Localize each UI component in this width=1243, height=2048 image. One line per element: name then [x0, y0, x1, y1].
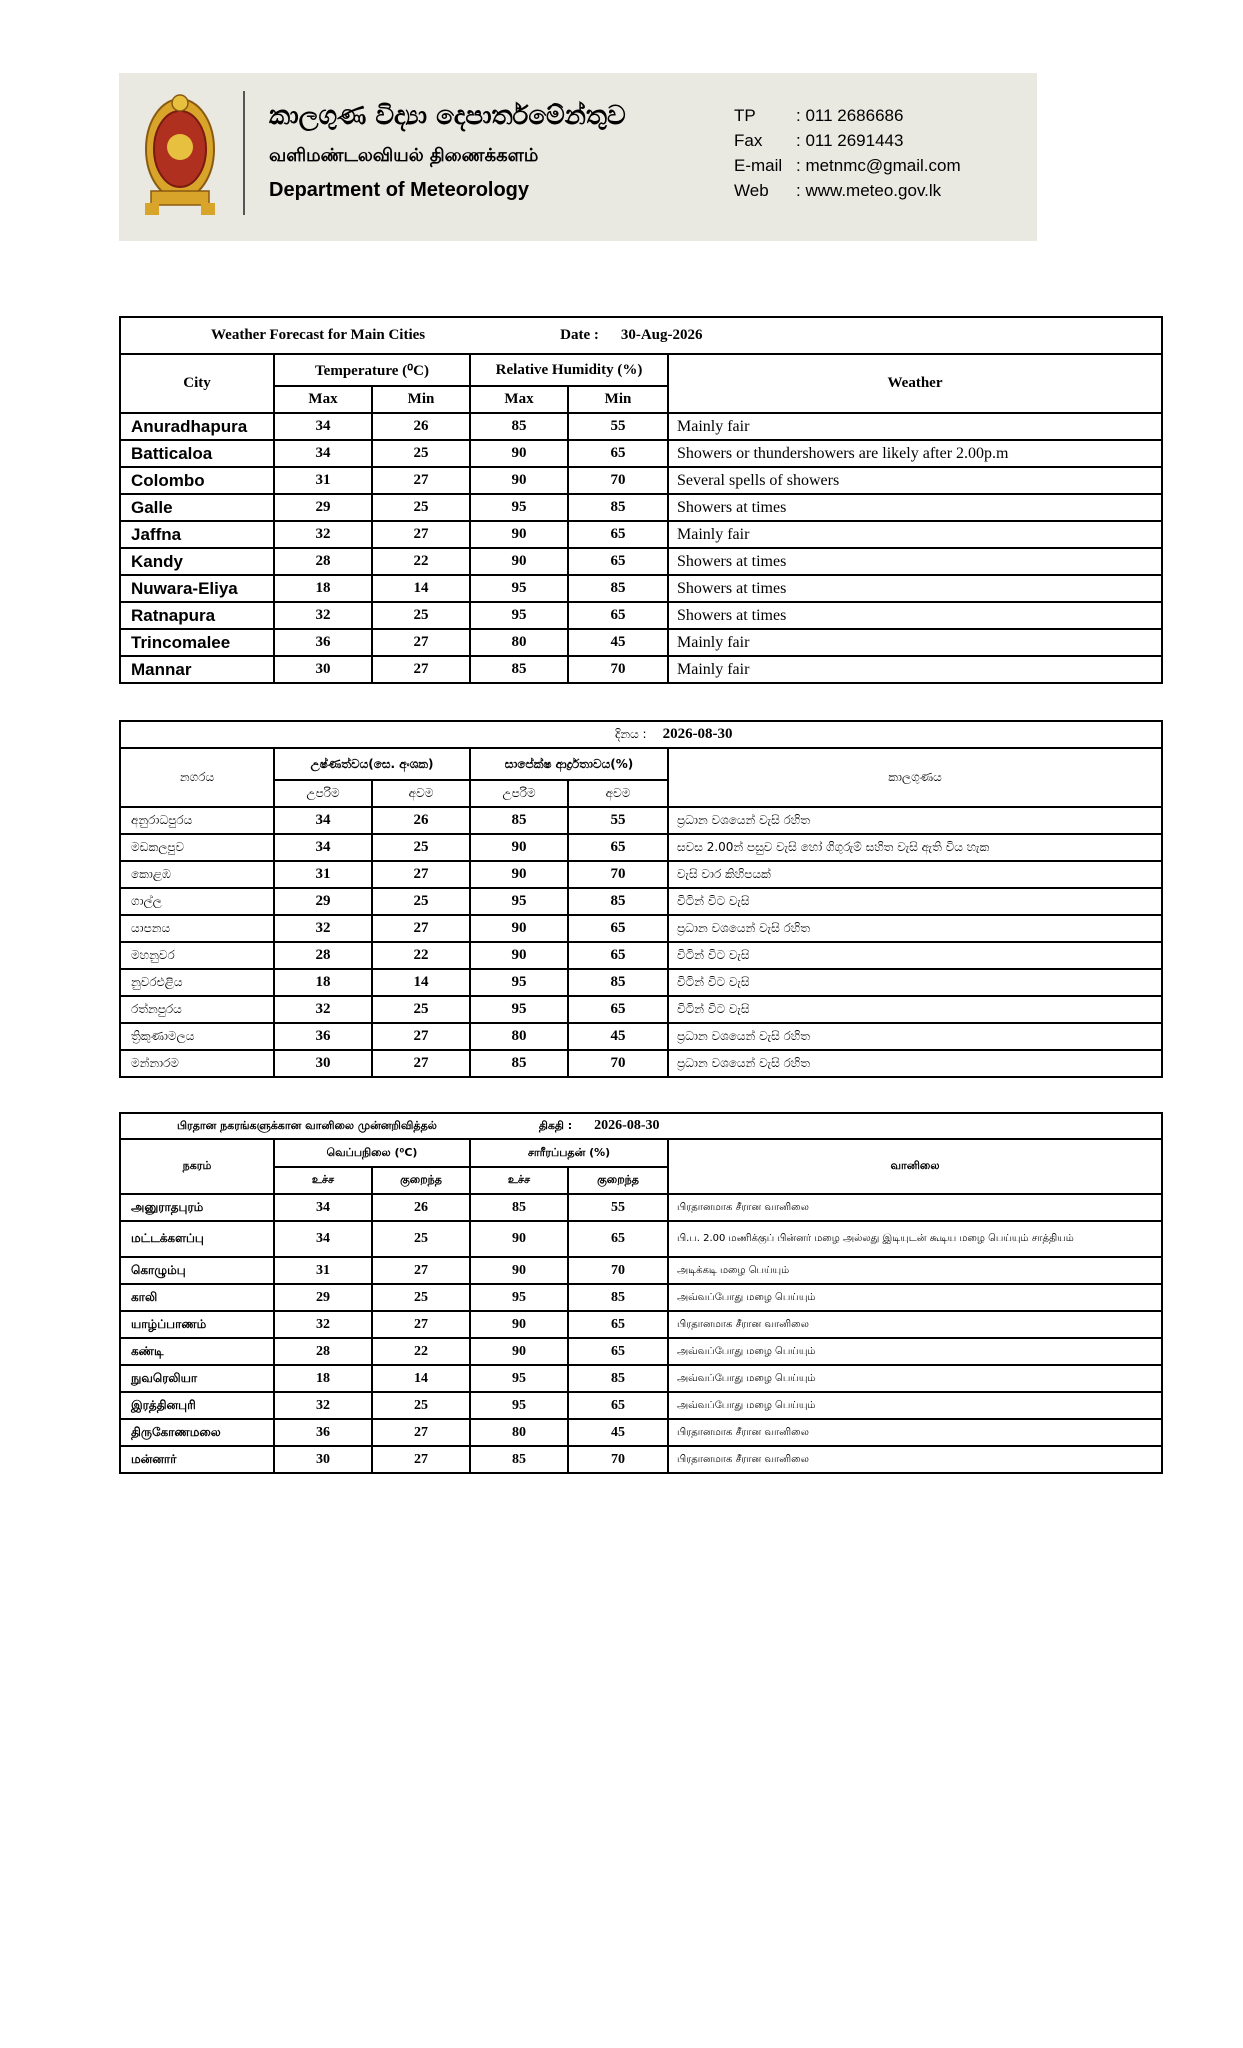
temp-min-cell: 27	[372, 861, 470, 888]
table-row	[120, 861, 1162, 888]
city-cell: இரத்தினபுரி	[120, 1392, 274, 1419]
contact-value: : metnmc@gmail.com	[796, 156, 961, 175]
contact-block	[734, 103, 961, 203]
col-weather-header: Weather	[668, 354, 1162, 413]
rh-min-header: குறைந்த	[568, 1167, 668, 1194]
temp-max-cell: 34	[274, 807, 372, 834]
temp-max-cell: 28	[274, 548, 372, 575]
rh-max-cell: 95	[470, 494, 568, 521]
city-cell: කොළඹ	[120, 861, 274, 888]
rh-max-cell: 90	[470, 1257, 568, 1284]
col-city-header: City	[120, 354, 274, 413]
table-row	[120, 1392, 1162, 1419]
rh-max-cell: 80	[470, 1419, 568, 1446]
table-row	[120, 996, 1162, 1023]
contact-label: Fax	[734, 131, 763, 150]
table-row	[120, 440, 1162, 467]
weather-cell: பி.ப. 2.00 மணிக்குப் பின்னர் மழை அல்லது இடியுடன் கூடிய மழை பெய்யும் சாத்தியம்	[668, 1221, 1162, 1257]
col-weather-header: வானிலை	[668, 1139, 1162, 1194]
temp-min-cell: 27	[372, 1023, 470, 1050]
forecast-date: 2026-08-30	[662, 726, 733, 742]
table-row	[120, 888, 1162, 915]
contact-web	[734, 178, 961, 203]
temp-max-cell: 31	[274, 467, 372, 494]
rh-max-cell: 95	[470, 1392, 568, 1419]
city-cell: கண்டி	[120, 1338, 274, 1365]
rh-max-cell: 90	[470, 834, 568, 861]
contact-value: : www.meteo.gov.lk	[796, 181, 942, 200]
rh-min-cell: 45	[568, 1419, 668, 1446]
rh-max-cell: 90	[470, 1221, 568, 1257]
city-cell: මඩකලපුව	[120, 834, 274, 861]
city-cell: Nuwara-Eliya	[120, 575, 274, 602]
city-cell: யாழ்ப்பாணம்	[120, 1311, 274, 1338]
rh-min-cell: 65	[568, 942, 668, 969]
col-temp-header: Temperature (⁰C)	[274, 354, 470, 386]
temp-min-cell: 25	[372, 888, 470, 915]
temp-min-cell: 25	[372, 1284, 470, 1311]
rh-min-cell: 65	[568, 834, 668, 861]
col-rh-header: Relative Humidity (%)	[470, 354, 668, 386]
temp-min-cell: 27	[372, 1419, 470, 1446]
temp-max-cell: 18	[274, 575, 372, 602]
col-temp-header: උෂ්ණත්වය(සෙ. අංශක)	[274, 748, 470, 780]
table-row	[120, 807, 1162, 834]
header-row	[120, 1139, 1162, 1167]
rh-min-cell: 70	[568, 656, 668, 683]
temp-min-cell: 26	[372, 413, 470, 440]
rh-min-cell: 85	[568, 1365, 668, 1392]
table-title-row	[120, 1113, 1162, 1139]
temp-max-cell: 32	[274, 1311, 372, 1338]
rh-max-cell: 80	[470, 629, 568, 656]
weather-cell: Mainly fair	[668, 521, 1162, 548]
rh-min-cell: 65	[568, 915, 668, 942]
rh-max-cell: 95	[470, 575, 568, 602]
temp-max-cell: 29	[274, 494, 372, 521]
sinhala-forecast-table	[119, 720, 1163, 1078]
rh-min-cell: 55	[568, 413, 668, 440]
temp-max-cell: 29	[274, 1284, 372, 1311]
rh-max-cell: 90	[470, 440, 568, 467]
temp-min-cell: 25	[372, 834, 470, 861]
rh-max-cell: 95	[470, 996, 568, 1023]
temp-max-cell: 18	[274, 969, 372, 996]
weather-cell: Showers at times	[668, 575, 1162, 602]
temp-max-header: Max	[274, 386, 372, 413]
table-title-row	[120, 317, 1162, 354]
weather-cell: அடிக்கடி மழை பெய்யும்	[668, 1257, 1162, 1284]
rh-max-header: உச்ச	[470, 1167, 568, 1194]
table-row	[120, 915, 1162, 942]
rh-max-header: උපරිම	[470, 780, 568, 807]
temp-min-cell: 25	[372, 1392, 470, 1419]
rh-min-cell: 65	[568, 996, 668, 1023]
city-cell: நுவரெலியா	[120, 1365, 274, 1392]
rh-min-cell: 85	[568, 888, 668, 915]
city-cell: Colombo	[120, 467, 274, 494]
weather-cell: ප්‍රධාන වශයෙන් වැසි රහිත	[668, 915, 1162, 942]
rh-min-cell: 85	[568, 969, 668, 996]
national-emblem-icon	[141, 91, 219, 219]
temp-max-cell: 32	[274, 521, 372, 548]
city-cell: மன்னார்	[120, 1446, 274, 1473]
letterhead	[119, 73, 1037, 241]
rh-max-cell: 95	[470, 1365, 568, 1392]
rh-max-cell: 85	[470, 413, 568, 440]
date-label: Date :	[560, 327, 599, 343]
rh-max-cell: 95	[470, 602, 568, 629]
weather-cell: විටින් විට වැසි	[668, 996, 1162, 1023]
contact-label: E-mail	[734, 156, 783, 175]
weather-cell: Showers at times	[668, 494, 1162, 521]
english-forecast-table	[119, 316, 1163, 684]
rh-max-cell: 90	[470, 521, 568, 548]
weather-cell: Mainly fair	[668, 413, 1162, 440]
temp-min-cell: 27	[372, 1257, 470, 1284]
rh-min-cell: 85	[568, 494, 668, 521]
rh-min-cell: 70	[568, 1446, 668, 1473]
rh-max-cell: 90	[470, 1311, 568, 1338]
temp-max-cell: 30	[274, 1446, 372, 1473]
temp-min-cell: 26	[372, 1194, 470, 1221]
temp-min-cell: 25	[372, 1221, 470, 1257]
col-rh-header: சாரீரப்பதன் (%)	[470, 1139, 668, 1167]
department-name-sinhala: කාලගුණ විද්‍යා දෙපාර්තමේන්තුව	[269, 101, 626, 131]
weather-cell: பிரதானமாக சீரான வானிலை	[668, 1194, 1162, 1221]
temp-max-cell: 28	[274, 942, 372, 969]
rh-max-cell: 90	[470, 1338, 568, 1365]
weather-cell: ප්‍රධාන වශයෙන් වැසි රහිත	[668, 807, 1162, 834]
rh-max-cell: 85	[470, 807, 568, 834]
table-row	[120, 1338, 1162, 1365]
contact-fax	[734, 128, 961, 153]
weather-cell: அவ்வப்போது மழை பெய்யும்	[668, 1392, 1162, 1419]
weather-cell: ප්‍රධාන වශයෙන් වැසි රහිත	[668, 1023, 1162, 1050]
temp-max-cell: 36	[274, 629, 372, 656]
temp-min-cell: 27	[372, 656, 470, 683]
city-cell: Ratnapura	[120, 602, 274, 629]
weather-cell: Showers at times	[668, 548, 1162, 575]
table-title: Weather Forecast for Main Cities	[211, 327, 426, 343]
table-row	[120, 1419, 1162, 1446]
table-row	[120, 656, 1162, 683]
table-row	[120, 575, 1162, 602]
temp-max-cell: 18	[274, 1365, 372, 1392]
table-row	[120, 494, 1162, 521]
temp-max-cell: 34	[274, 1221, 372, 1257]
temp-max-cell: 34	[274, 1194, 372, 1221]
tamil-forecast-table	[119, 1112, 1163, 1474]
city-cell: රත්නපුරය	[120, 996, 274, 1023]
rh-max-cell: 95	[470, 1284, 568, 1311]
temp-max-cell: 34	[274, 413, 372, 440]
table-row	[120, 1311, 1162, 1338]
temp-max-cell: 29	[274, 888, 372, 915]
col-temp-header: வெப்பநிலை (⁰C)	[274, 1139, 470, 1167]
rh-max-header: Max	[470, 386, 568, 413]
city-cell: මහනුවර	[120, 942, 274, 969]
contact-phone	[734, 103, 961, 128]
temp-max-cell: 31	[274, 861, 372, 888]
weather-cell: அவ்வப்போது மழை பெய்யும்	[668, 1284, 1162, 1311]
table-row	[120, 1446, 1162, 1473]
temp-min-cell: 25	[372, 602, 470, 629]
rh-max-cell: 90	[470, 548, 568, 575]
weather-cell: විටින් විට වැසි	[668, 888, 1162, 915]
city-cell: නුවරඑළිය	[120, 969, 274, 996]
weather-cell: பிரதானமாக சீரான வானிலை	[668, 1446, 1162, 1473]
rh-max-cell: 90	[470, 942, 568, 969]
weather-cell: Showers at times	[668, 602, 1162, 629]
table-row	[120, 1365, 1162, 1392]
table-title-row	[120, 721, 1162, 748]
temp-min-cell: 27	[372, 629, 470, 656]
rh-max-cell: 85	[470, 1194, 568, 1221]
weather-cell: பிரதானமாக சீரான வானிலை	[668, 1419, 1162, 1446]
table-row	[120, 1284, 1162, 1311]
temp-min-cell: 27	[372, 1446, 470, 1473]
city-cell: ගාල්ල	[120, 888, 274, 915]
date-label: දිනය :	[615, 727, 647, 741]
contact-label: TP	[734, 106, 756, 125]
weather-cell: Mainly fair	[668, 656, 1162, 683]
temp-min-cell: 22	[372, 942, 470, 969]
contact-label: Web	[734, 181, 769, 200]
city-cell: காலி	[120, 1284, 274, 1311]
city-cell: மட்டக்களப்பு	[120, 1221, 274, 1257]
temp-max-header: உச்ச	[274, 1167, 372, 1194]
temp-min-header: අවම	[372, 780, 470, 807]
rh-min-cell: 70	[568, 861, 668, 888]
rh-max-cell: 90	[470, 467, 568, 494]
department-name-english: Department of Meteorology	[269, 179, 530, 201]
weather-cell: සවස 2.00න් පසුව වැසි හෝ ගිගුරුම් සහිත වැසි ඇති විය හැක	[668, 834, 1162, 861]
temp-max-cell: 28	[274, 1338, 372, 1365]
city-cell: Anuradhapura	[120, 413, 274, 440]
rh-max-cell: 95	[470, 888, 568, 915]
table-row	[120, 1023, 1162, 1050]
temp-max-cell: 36	[274, 1419, 372, 1446]
rh-min-cell: 85	[568, 575, 668, 602]
temp-min-cell: 22	[372, 548, 470, 575]
weather-cell: அவ்வப்போது மழை பெய்யும்	[668, 1338, 1162, 1365]
temp-max-cell: 30	[274, 656, 372, 683]
city-cell: මන්නාරම	[120, 1050, 274, 1077]
rh-min-cell: 55	[568, 807, 668, 834]
table-row	[120, 629, 1162, 656]
temp-min-cell: 22	[372, 1338, 470, 1365]
table-row	[120, 1257, 1162, 1284]
rh-min-cell: 85	[568, 1284, 668, 1311]
weather-cell: Mainly fair	[668, 629, 1162, 656]
table-title: பிரதான நகரங்களுக்கான வானிலை முன்னறிவித்தல்	[177, 1118, 437, 1132]
temp-min-cell: 25	[372, 440, 470, 467]
rh-min-cell: 70	[568, 1257, 668, 1284]
city-cell: Galle	[120, 494, 274, 521]
city-cell: அனுராதபுரம்	[120, 1194, 274, 1221]
rh-min-cell: 65	[568, 1311, 668, 1338]
temp-min-cell: 27	[372, 1050, 470, 1077]
rh-min-header: අවම	[568, 780, 668, 807]
weather-cell: Showers or thundershowers are likely after 2.00p.m	[668, 440, 1162, 467]
rh-min-cell: 65	[568, 1338, 668, 1365]
rh-max-cell: 80	[470, 1023, 568, 1050]
col-weather-header: කාලගුණය	[668, 748, 1162, 807]
col-city-header: නගරය	[120, 748, 274, 807]
table-row	[120, 834, 1162, 861]
rh-max-cell: 85	[470, 656, 568, 683]
rh-max-cell: 95	[470, 969, 568, 996]
forecast-date: 30-Aug-2026	[620, 327, 703, 343]
table-row	[120, 1194, 1162, 1221]
city-cell: Trincomalee	[120, 629, 274, 656]
forecast-date: 2026-08-30	[594, 1118, 660, 1133]
temp-max-header: උපරිම	[274, 780, 372, 807]
rh-min-cell: 65	[568, 602, 668, 629]
table-row	[120, 1050, 1162, 1077]
table-row	[120, 942, 1162, 969]
temp-min-cell: 27	[372, 915, 470, 942]
rh-max-cell: 90	[470, 861, 568, 888]
header-row	[120, 354, 1162, 386]
city-cell: Mannar	[120, 656, 274, 683]
temp-max-cell: 32	[274, 1392, 372, 1419]
table-row	[120, 413, 1162, 440]
temp-max-cell: 34	[274, 440, 372, 467]
weather-cell: වැසි වාර කිහිපයක්	[668, 861, 1162, 888]
rh-max-cell: 85	[470, 1050, 568, 1077]
rh-min-cell: 45	[568, 629, 668, 656]
temp-min-cell: 27	[372, 467, 470, 494]
rh-min-header: Min	[568, 386, 668, 413]
temp-min-cell: 14	[372, 1365, 470, 1392]
col-city-header: நகரம்	[120, 1139, 274, 1194]
city-cell: Jaffna	[120, 521, 274, 548]
table-row	[120, 521, 1162, 548]
city-cell: Kandy	[120, 548, 274, 575]
rh-min-cell: 55	[568, 1194, 668, 1221]
department-name-tamil: வளிமண்டலவியல் திணைக்களம்	[269, 145, 539, 166]
header-divider	[243, 91, 245, 215]
temp-max-cell: 32	[274, 996, 372, 1023]
city-cell: යාපනය	[120, 915, 274, 942]
table-row	[120, 467, 1162, 494]
temp-min-cell: 25	[372, 996, 470, 1023]
col-rh-header: සාපේක්ෂ ආර්ද්‍රතාවය(%)	[470, 748, 668, 780]
rh-min-cell: 65	[568, 1221, 668, 1257]
rh-min-cell: 65	[568, 440, 668, 467]
weather-cell: பிரதானமாக சீரான வானிலை	[668, 1311, 1162, 1338]
temp-min-cell: 14	[372, 575, 470, 602]
temp-max-cell: 34	[274, 834, 372, 861]
city-cell: திருகோணமலை	[120, 1419, 274, 1446]
table-row	[120, 602, 1162, 629]
weather-cell: විටින් විට වැසි	[668, 969, 1162, 996]
table-row	[120, 969, 1162, 996]
temp-max-cell: 36	[274, 1023, 372, 1050]
weather-cell: විටින් විට වැසි	[668, 942, 1162, 969]
city-cell: Batticaloa	[120, 440, 274, 467]
temp-min-header: Min	[372, 386, 470, 413]
contact-value: : 011 2686686	[796, 106, 904, 125]
city-cell: கொழும்பு	[120, 1257, 274, 1284]
contact-email	[734, 153, 961, 178]
temp-max-cell: 32	[274, 602, 372, 629]
rh-max-cell: 85	[470, 1446, 568, 1473]
rh-min-cell: 45	[568, 1023, 668, 1050]
temp-min-cell: 25	[372, 494, 470, 521]
rh-min-cell: 65	[568, 521, 668, 548]
temp-min-cell: 27	[372, 521, 470, 548]
table-row	[120, 548, 1162, 575]
header-row	[120, 748, 1162, 780]
rh-max-cell: 90	[470, 915, 568, 942]
date-label: திகதி :	[538, 1118, 573, 1132]
weather-cell: அவ்வப்போது மழை பெய்யும்	[668, 1365, 1162, 1392]
weather-cell: ප්‍රධාන වශයෙන් වැසි රහිත	[668, 1050, 1162, 1077]
weather-cell: Several spells of showers	[668, 467, 1162, 494]
temp-min-header: குறைந்த	[372, 1167, 470, 1194]
rh-min-cell: 65	[568, 1392, 668, 1419]
city-cell: ත්‍රිකුණාමලය	[120, 1023, 274, 1050]
temp-min-cell: 27	[372, 1311, 470, 1338]
temp-min-cell: 26	[372, 807, 470, 834]
temp-min-cell: 14	[372, 969, 470, 996]
rh-min-cell: 70	[568, 1050, 668, 1077]
rh-min-cell: 65	[568, 548, 668, 575]
table-row	[120, 1221, 1162, 1257]
city-cell: අනුරාධපුරය	[120, 807, 274, 834]
temp-max-cell: 32	[274, 915, 372, 942]
temp-max-cell: 31	[274, 1257, 372, 1284]
rh-min-cell: 70	[568, 467, 668, 494]
temp-max-cell: 30	[274, 1050, 372, 1077]
contact-value: : 011 2691443	[796, 131, 904, 150]
